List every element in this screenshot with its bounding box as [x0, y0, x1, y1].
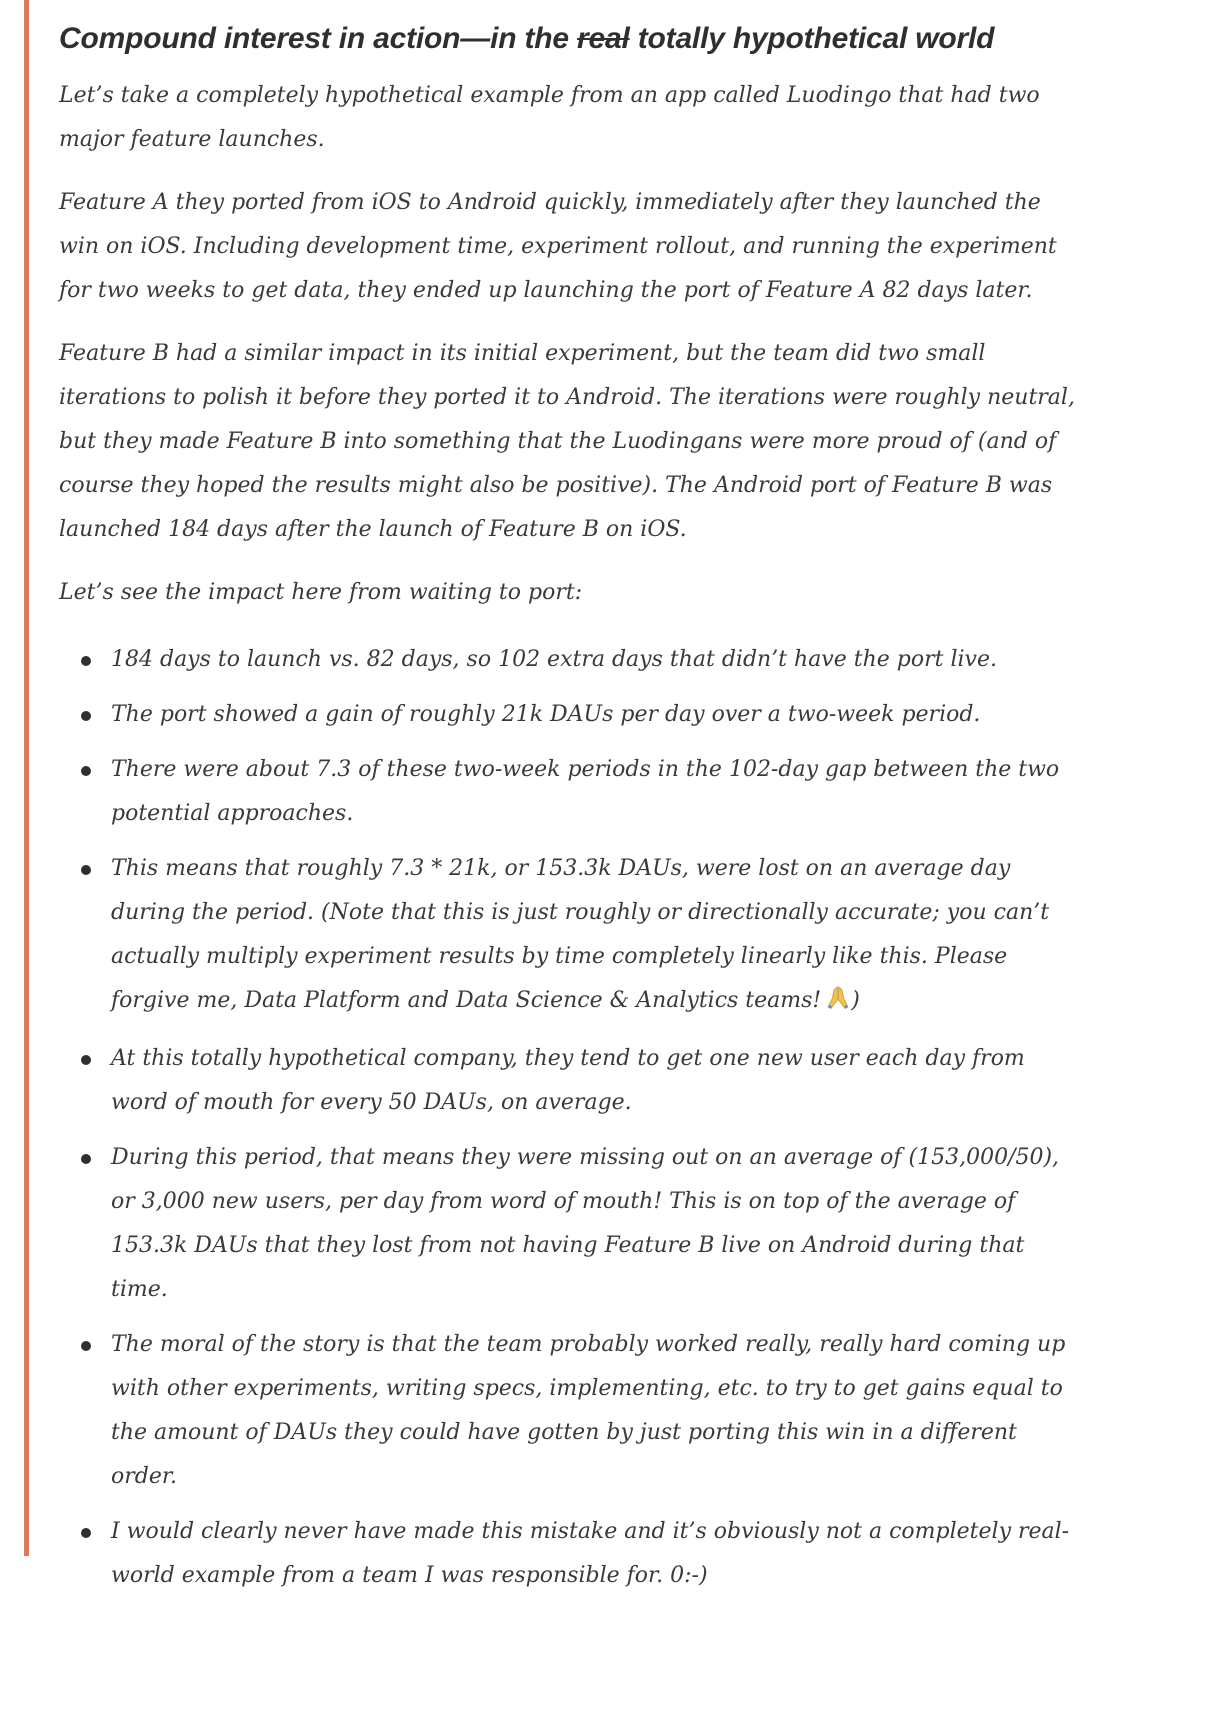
section-title: [59, 20, 1086, 58]
bullet-dot: [81, 865, 91, 875]
paragraph-impact-lead: Let’s see the impact here from waiting to port:: [59, 580, 583, 605]
list-item-text: I would clearly never have made this mistake and it’s obviously not a completely real-world example from a team I was responsible for. 0:-): [111, 1519, 1070, 1588]
bullet-dot: [81, 1154, 91, 1164]
paragraph-feature-a: Feature A they ported from iOS to Android quickly, immediately after they launched the win on iOS. Including development time, experiment rollout, and running the experiment for two weeks to get data, they ended up launching the port of Feature A 82 days later.: [59, 190, 1057, 303]
title-suffix: totally hypothetical world: [629, 22, 995, 55]
article-body: [59, 74, 1086, 1598]
paragraph-feature-b: Feature B had a similar impact in its initial experiment, but the team did two small iterations to polish it before they ported it to Android. The iterations were roughly neutral, but they made Feature B into something that the Luodingans were more proud of (and of course they hoped the results might also be positive). The Android port of Feature B was launched 184 days after the launch of Feature B on iOS.: [59, 341, 1075, 542]
bullet-dot: [81, 1341, 91, 1351]
list-item: [59, 1037, 1086, 1125]
folded-hands-icon: [825, 982, 851, 1026]
blockquote: [24, 0, 1092, 1588]
list-item-text: The port showed a gain of roughly 21k DAUs per day over a two-week period.: [111, 702, 981, 727]
list-item: [59, 1136, 1086, 1312]
list-item: [59, 638, 1086, 682]
title-struck-word: real: [577, 22, 630, 55]
list-item-text: There were about 7.3 of these two-week periods in the 102-day gap between the two potential approaches.: [111, 757, 1060, 826]
list-item: [59, 1323, 1086, 1499]
bullet-dot: [81, 1055, 91, 1065]
list-item: [59, 1510, 1086, 1598]
list-item-text: At this totally hypothetical company, they tend to get one new user each day from word of mouth for every 50 DAUs, on average.: [111, 1046, 1025, 1115]
list-item-text: The moral of the story is that the team probably worked really, really hard coming up with other experiments, writing specs, implementing, etc. to try to get gains equal to the amount of DAUs they could have gotten by just porting this win in a different order.: [111, 1332, 1066, 1489]
bullet-dot: [81, 766, 91, 776]
title-prefix: Compound interest in action—in the: [59, 22, 578, 55]
paragraph-intro: Let’s take a completely hypothetical example from an app called Luodingo that had two major feature launches.: [59, 83, 1040, 152]
impact-list: [59, 638, 1086, 1598]
bullet-dot: [81, 656, 91, 666]
list-item-text: During this period, that means they were missing out on an average of (153,000/50), or 3,000 new users, per day from word of mouth! This is on top of the average of 153.3k DAUs that they lost from not having Feature B live on Android during that time.: [111, 1145, 1060, 1302]
bullet-dot: [81, 1528, 91, 1538]
list-item: [59, 748, 1086, 836]
list-item-text: This means that roughly 7.3 * 21k, or 153.3k DAUs, were lost on an average day during the period. (Note that this is just roughly or directionally accurate; you can’t actually multiply experiment results by time completely linearly like this. Please forgive me, Data Platform and Data Science & Analytics teams!: [111, 856, 1050, 1013]
bullet-dot: [81, 711, 91, 721]
list-item-text: 184 days to launch vs. 82 days, so 102 extra days that didn’t have the port live.: [111, 647, 997, 672]
list-item: [59, 847, 1086, 1026]
list-item: [59, 693, 1086, 737]
list-item-text-suffix: ): [851, 988, 860, 1013]
